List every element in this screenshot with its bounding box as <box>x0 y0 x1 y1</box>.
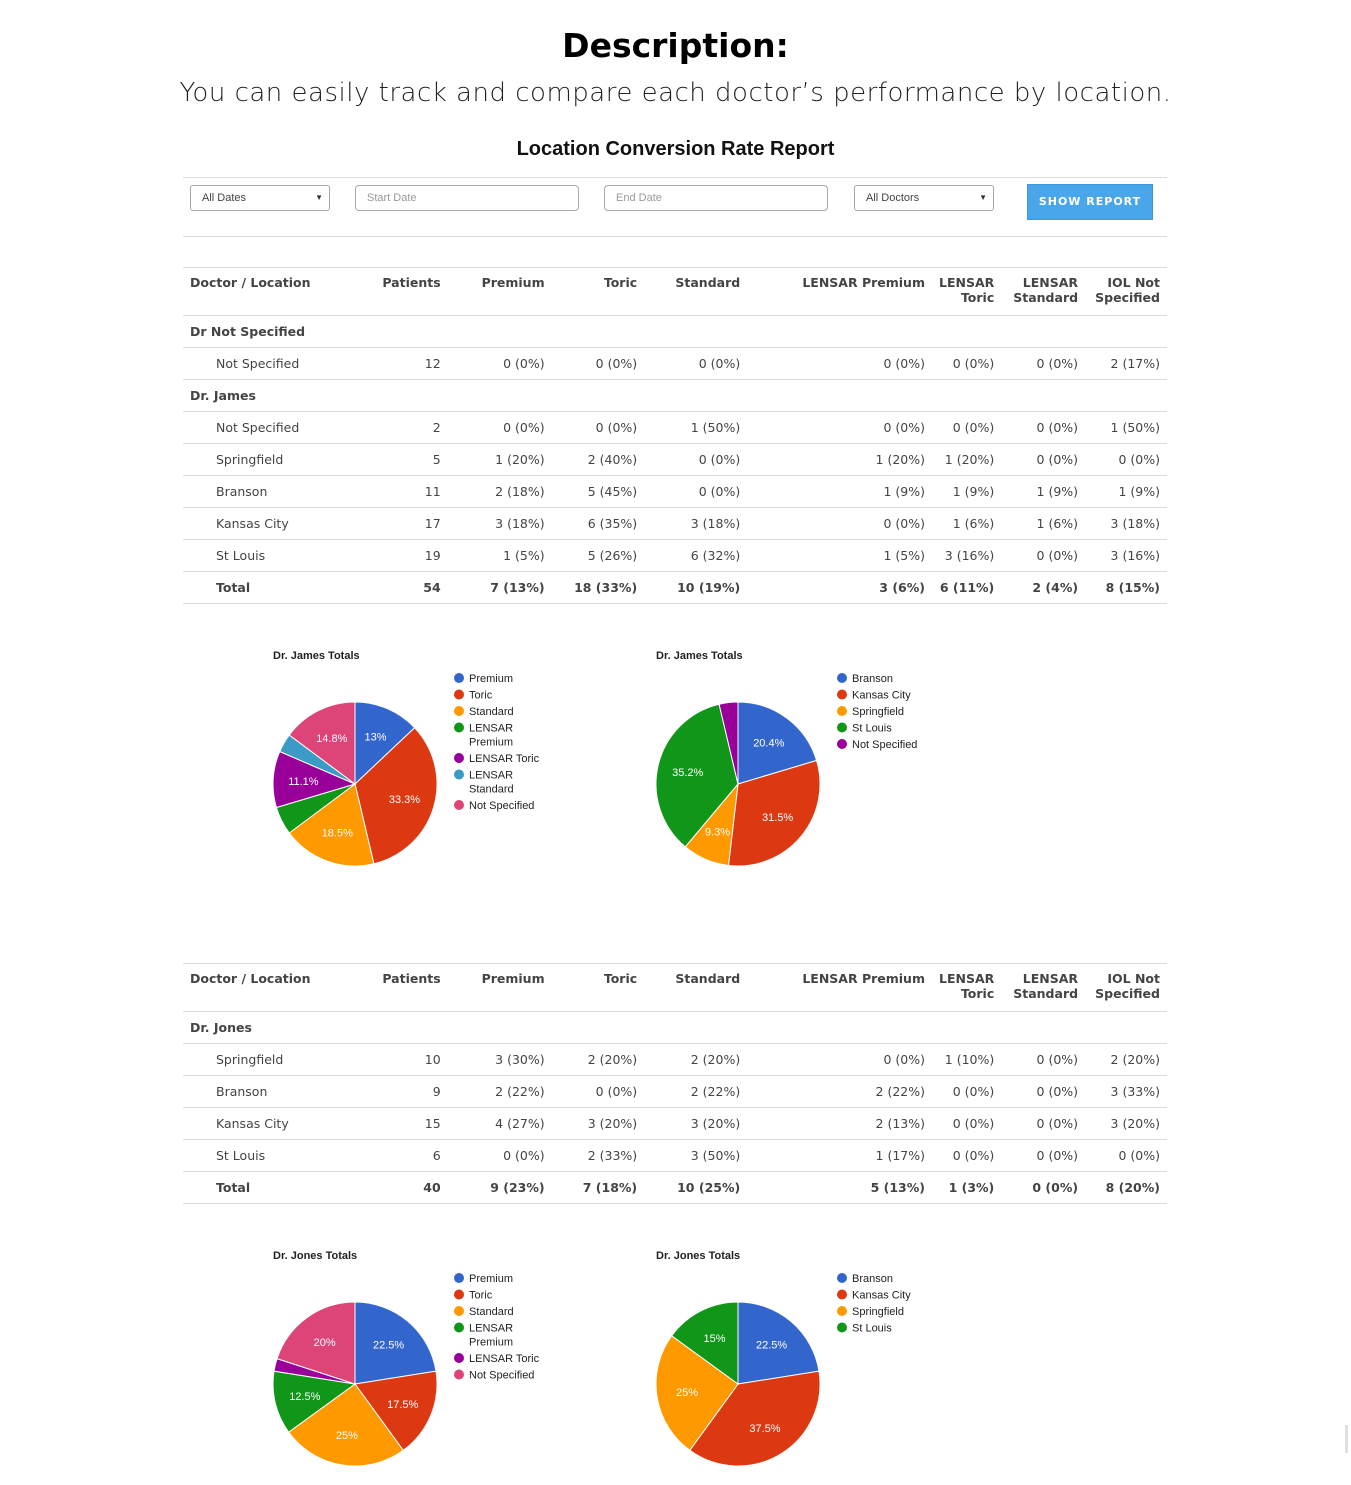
legend-swatch <box>837 690 847 700</box>
cell-standard: 10 (19%) <box>644 572 747 604</box>
doctor-name: Dr. James <box>183 380 1167 412</box>
cell-standard: 0 (0%) <box>644 348 747 380</box>
legend-swatch <box>837 673 847 683</box>
legend-swatch <box>454 690 464 700</box>
cell-location: St Louis <box>183 1140 360 1172</box>
pie-chart-jones-locations <box>641 1240 1001 1480</box>
table-row <box>183 1108 1167 1140</box>
cell-toric: 5 (45%) <box>552 476 645 508</box>
cell-standard: 1 (50%) <box>644 412 747 444</box>
legend-swatch <box>454 706 464 716</box>
cell-lensar-premium: 5 (13%) <box>747 1172 932 1204</box>
column-header-standard: Standard <box>644 268 747 316</box>
cell-standard: 0 (0%) <box>644 444 747 476</box>
column-header-lensar-premium: LENSAR Premium <box>747 268 932 316</box>
column-header-premium: Premium <box>448 268 552 316</box>
cell-standard: 10 (25%) <box>644 1172 747 1204</box>
cell-location: Branson <box>183 476 360 508</box>
cell-lensar-toric: 0 (0%) <box>932 1076 1001 1108</box>
cell-location: St Louis <box>183 540 360 572</box>
column-header-iol-not-specified: IOL Not Specified <box>1085 268 1167 316</box>
cell-iol-not-specified: 1 (50%) <box>1085 412 1167 444</box>
table-row <box>183 412 1167 444</box>
header-row <box>183 268 1167 316</box>
legend-label: Premium <box>469 736 514 749</box>
cell-lensar-premium: 0 (0%) <box>747 1044 932 1076</box>
legend-label: Branson <box>852 673 893 685</box>
cell-premium: 9 (23%) <box>448 1172 552 1204</box>
legend-swatch <box>454 1273 464 1283</box>
slice-label: 35.2% <box>672 767 704 780</box>
legend-label: LENSAR <box>469 722 514 735</box>
table-row <box>183 508 1167 540</box>
subheadline: You can easily track and compare each doctor’s performance by location. <box>179 78 1172 108</box>
cell-patients: 10 <box>360 1044 447 1076</box>
doctor-group-row <box>183 316 1167 348</box>
total-row <box>183 572 1167 604</box>
cell-lensar-toric: 1 (10%) <box>932 1044 1001 1076</box>
table-row <box>183 1044 1167 1076</box>
cell-lensar-premium: 2 (22%) <box>747 1076 932 1108</box>
cell-iol-not-specified: 3 (33%) <box>1085 1076 1167 1108</box>
scrollbar-thumb[interactable] <box>1345 1425 1348 1453</box>
column-header-lensar-toric: LENSAR Toric <box>932 268 1001 316</box>
cell-lensar-premium: 0 (0%) <box>747 348 932 380</box>
cell-location: Kansas City <box>183 1108 360 1140</box>
doctor-name: Dr. Jones <box>183 1012 1167 1044</box>
cell-lensar-toric: 3 (16%) <box>932 540 1001 572</box>
cell-location: Springfield <box>183 1044 360 1076</box>
cell-lensar-toric: 1 (9%) <box>932 476 1001 508</box>
cell-location: Total <box>183 1172 360 1204</box>
cell-standard: 3 (20%) <box>644 1108 747 1140</box>
cell-lensar-toric: 1 (6%) <box>932 508 1001 540</box>
legend-swatch <box>837 739 847 749</box>
legend-label: St Louis <box>852 722 892 735</box>
cell-lensar-standard: 0 (0%) <box>1001 540 1085 572</box>
slice-label: 20% <box>313 1337 336 1350</box>
chart-title: Dr. Jones Totals <box>273 1250 358 1262</box>
legend-label: Not Specified <box>469 800 535 812</box>
cell-lensar-standard: 0 (0%) <box>1001 1076 1085 1108</box>
legend-swatch <box>837 706 847 716</box>
cell-lensar-toric: 0 (0%) <box>932 348 1001 380</box>
slice-label: 9.3% <box>704 826 731 839</box>
legend-swatch <box>837 723 847 733</box>
legend-label: LENSAR <box>469 769 514 782</box>
doctor-name: Dr Not Specified <box>183 316 1167 348</box>
cell-location: Branson <box>183 1076 360 1108</box>
cell-lensar-standard: 0 (0%) <box>1001 1172 1085 1204</box>
legend-label: Toric <box>469 689 493 702</box>
cell-toric: 0 (0%) <box>552 412 645 444</box>
report-table-james <box>183 267 1167 604</box>
cell-iol-not-specified: 3 (18%) <box>1085 508 1167 540</box>
cell-lensar-toric: 0 (0%) <box>932 1108 1001 1140</box>
cell-lensar-toric: 0 (0%) <box>932 1140 1001 1172</box>
dropdown-caret-icon: ▼ <box>315 193 323 202</box>
cell-standard: 6 (32%) <box>644 540 747 572</box>
legend-label: Springfield <box>852 1306 904 1318</box>
cell-patients: 12 <box>360 348 447 380</box>
doctor-select[interactable] <box>854 185 994 211</box>
cell-standard: 2 (20%) <box>644 1044 747 1076</box>
slice-label: 14.8% <box>316 732 348 745</box>
legend-label: Not Specified <box>852 739 918 751</box>
doctor-value: All Doctors <box>866 192 920 204</box>
cell-iol-not-specified: 8 (20%) <box>1085 1172 1167 1204</box>
show-report-button[interactable]: SHOW REPORT <box>1027 184 1153 220</box>
cell-toric: 2 (20%) <box>552 1044 645 1076</box>
cell-lensar-standard: 0 (0%) <box>1001 444 1085 476</box>
cell-premium: 1 (5%) <box>448 540 552 572</box>
cell-lensar-standard: 0 (0%) <box>1001 348 1085 380</box>
slice-label: 31.5% <box>761 812 794 825</box>
doctor-group-row <box>183 380 1167 412</box>
pie-chart-jones-types <box>258 1240 618 1480</box>
cell-lensar-premium: 1 (9%) <box>747 476 932 508</box>
cell-toric: 18 (33%) <box>552 572 645 604</box>
legend-label: Toric <box>469 1289 493 1302</box>
cell-lensar-standard: 0 (0%) <box>1001 1108 1085 1140</box>
column-header-lensar-toric: LENSAR Toric <box>932 964 1001 1012</box>
cell-location: Not Specified <box>183 348 360 380</box>
cell-premium: 7 (13%) <box>448 572 552 604</box>
legend-label: Premium <box>469 1273 514 1285</box>
cell-toric: 6 (35%) <box>552 508 645 540</box>
legend-label: Standard <box>469 706 514 718</box>
cell-standard: 3 (50%) <box>644 1140 747 1172</box>
column-header-lensar-standard: LENSAR Standard <box>1001 268 1085 316</box>
legend-label: Kansas City <box>852 1289 911 1302</box>
cell-location: Kansas City <box>183 508 360 540</box>
cell-patients: 40 <box>360 1172 447 1204</box>
cell-toric: 2 (33%) <box>552 1140 645 1172</box>
cell-location: Springfield <box>183 444 360 476</box>
slice-label: 22.5% <box>755 1339 788 1352</box>
cell-standard: 2 (22%) <box>644 1076 747 1108</box>
slice-label: 12.5% <box>289 1391 321 1404</box>
table-row <box>183 348 1167 380</box>
cell-premium: 1 (20%) <box>448 444 552 476</box>
cell-lensar-premium: 1 (17%) <box>747 1140 932 1172</box>
slice-label: 17.5% <box>387 1398 419 1411</box>
legend-swatch <box>454 800 464 810</box>
cell-patients: 11 <box>360 476 447 508</box>
cell-lensar-premium: 1 (5%) <box>747 540 932 572</box>
legend-label: Not Specified <box>469 1369 535 1382</box>
start-date-input[interactable]: Start Date <box>355 185 579 211</box>
cell-location: Not Specified <box>183 412 360 444</box>
cell-premium: 4 (27%) <box>448 1108 552 1140</box>
cell-iol-not-specified: 2 (17%) <box>1085 348 1167 380</box>
chart-title: Dr. James Totals <box>656 650 743 662</box>
cell-premium: 3 (18%) <box>448 508 552 540</box>
headline: Description: <box>562 26 789 65</box>
legend-label: St Louis <box>852 1322 892 1335</box>
legend-label: Premium <box>469 673 514 685</box>
column-header-lensar-premium: LENSAR Premium <box>747 964 932 1012</box>
cell-standard: 3 (18%) <box>644 508 747 540</box>
cell-lensar-standard: 0 (0%) <box>1001 412 1085 444</box>
legend-label: Standard <box>469 1306 514 1318</box>
date-range-select[interactable] <box>190 185 330 211</box>
slice-label: 18.5% <box>321 827 353 840</box>
doctor-group-row <box>183 1012 1167 1044</box>
legend-swatch <box>454 1353 464 1363</box>
cell-iol-not-specified: 3 (16%) <box>1085 540 1167 572</box>
column-header-iol-not-specified: IOL Not Specified <box>1085 964 1167 1012</box>
cell-patients: 9 <box>360 1076 447 1108</box>
cell-toric: 7 (18%) <box>552 1172 645 1204</box>
table-row <box>183 1076 1167 1108</box>
cell-lensar-premium: 1 (20%) <box>747 444 932 476</box>
legend-swatch <box>454 1323 464 1333</box>
cell-lensar-premium: 2 (13%) <box>747 1108 932 1140</box>
cell-iol-not-specified: 0 (0%) <box>1085 1140 1167 1172</box>
report-table-jones <box>183 963 1167 1204</box>
column-header-standard: Standard <box>644 964 747 1012</box>
slice-label: 25% <box>335 1430 358 1442</box>
cell-lensar-toric: 0 (0%) <box>932 412 1001 444</box>
table-row <box>183 444 1167 476</box>
cell-patients: 54 <box>360 572 447 604</box>
cell-patients: 15 <box>360 1108 447 1140</box>
filter-bar <box>183 178 1167 236</box>
column-header-patients: Patients <box>360 268 447 316</box>
cell-premium: 0 (0%) <box>448 1140 552 1172</box>
cell-lensar-toric: 1 (3%) <box>932 1172 1001 1204</box>
legend-swatch <box>837 1290 847 1300</box>
dropdown-caret-icon: ▼ <box>979 193 987 202</box>
cell-patients: 2 <box>360 412 447 444</box>
column-header-patients: Patients <box>360 964 447 1012</box>
column-header-location: Doctor / Location <box>183 268 360 316</box>
legend-label: LENSAR Toric <box>469 1353 540 1365</box>
cell-lensar-toric: 1 (20%) <box>932 444 1001 476</box>
cell-iol-not-specified: 0 (0%) <box>1085 444 1167 476</box>
cell-lensar-standard: 1 (9%) <box>1001 476 1085 508</box>
cell-premium: 2 (18%) <box>448 476 552 508</box>
legend-label: Standard <box>469 783 514 796</box>
cell-standard: 0 (0%) <box>644 476 747 508</box>
table-row <box>183 476 1167 508</box>
cell-patients: 6 <box>360 1140 447 1172</box>
cell-lensar-standard: 2 (4%) <box>1001 572 1085 604</box>
chart-title: Dr. James Totals <box>273 650 360 662</box>
column-header-toric: Toric <box>552 964 645 1012</box>
cell-premium: 2 (22%) <box>448 1076 552 1108</box>
slice-label: 33.3% <box>388 793 421 806</box>
column-header-premium: Premium <box>448 964 552 1012</box>
total-row <box>183 1172 1167 1204</box>
slice-label: 20.4% <box>753 737 785 750</box>
table-row <box>183 540 1167 572</box>
cell-iol-not-specified: 2 (20%) <box>1085 1044 1167 1076</box>
pie-chart-james-types <box>258 640 618 880</box>
legend-swatch <box>837 1306 847 1316</box>
legend-swatch <box>454 1290 464 1300</box>
cell-patients: 5 <box>360 444 447 476</box>
cell-iol-not-specified: 1 (9%) <box>1085 476 1167 508</box>
table-row <box>183 1140 1167 1172</box>
legend-swatch <box>454 673 464 683</box>
slice-label: 37.5% <box>749 1423 781 1435</box>
cell-toric: 0 (0%) <box>552 348 645 380</box>
legend-label: Kansas City <box>852 689 911 702</box>
cell-lensar-premium: 0 (0%) <box>747 508 932 540</box>
cell-lensar-standard: 0 (0%) <box>1001 1140 1085 1172</box>
cell-patients: 19 <box>360 540 447 572</box>
cell-premium: 3 (30%) <box>448 1044 552 1076</box>
cell-toric: 2 (40%) <box>552 444 645 476</box>
legend-label: LENSAR Toric <box>469 753 540 765</box>
cell-iol-not-specified: 8 (15%) <box>1085 572 1167 604</box>
cell-patients: 17 <box>360 508 447 540</box>
legend-label: Premium <box>469 1336 514 1349</box>
cell-location: Total <box>183 572 360 604</box>
legend-label: LENSAR <box>469 1322 514 1335</box>
cell-lensar-premium: 3 (6%) <box>747 572 932 604</box>
slice-label: 22.5% <box>372 1339 405 1352</box>
legend-label: Branson <box>852 1273 893 1285</box>
legend-label: Springfield <box>852 706 904 718</box>
legend-swatch <box>454 1370 464 1380</box>
cell-toric: 3 (20%) <box>552 1108 645 1140</box>
slice-label: 13% <box>364 731 387 744</box>
pie-chart-james-locations <box>641 640 1001 880</box>
legend-swatch <box>837 1323 847 1333</box>
legend-swatch <box>454 770 464 780</box>
slice-label: 25% <box>675 1387 699 1400</box>
chart-title: Dr. Jones Totals <box>656 1250 741 1262</box>
column-header-location: Doctor / Location <box>183 964 360 1012</box>
cell-iol-not-specified: 3 (20%) <box>1085 1108 1167 1140</box>
date-range-value: All Dates <box>202 192 247 204</box>
cell-lensar-standard: 1 (6%) <box>1001 508 1085 540</box>
report-title: Location Conversion Rate Report <box>516 138 835 160</box>
cell-premium: 0 (0%) <box>448 348 552 380</box>
cell-lensar-standard: 0 (0%) <box>1001 1044 1085 1076</box>
cell-toric: 0 (0%) <box>552 1076 645 1108</box>
legend-swatch <box>454 723 464 733</box>
legend-swatch <box>837 1273 847 1283</box>
end-date-input[interactable]: End Date <box>604 185 828 211</box>
legend-swatch <box>454 753 464 763</box>
header-row <box>183 964 1167 1012</box>
column-header-toric: Toric <box>552 268 645 316</box>
cell-lensar-premium: 0 (0%) <box>747 412 932 444</box>
cell-lensar-toric: 6 (11%) <box>932 572 1001 604</box>
cell-toric: 5 (26%) <box>552 540 645 572</box>
slice-label: 11.1% <box>288 776 319 788</box>
slice-label: 15% <box>703 1333 726 1345</box>
legend-swatch <box>454 1306 464 1316</box>
cell-premium: 0 (0%) <box>448 412 552 444</box>
divider <box>183 236 1167 237</box>
column-header-lensar-standard: LENSAR Standard <box>1001 964 1085 1012</box>
